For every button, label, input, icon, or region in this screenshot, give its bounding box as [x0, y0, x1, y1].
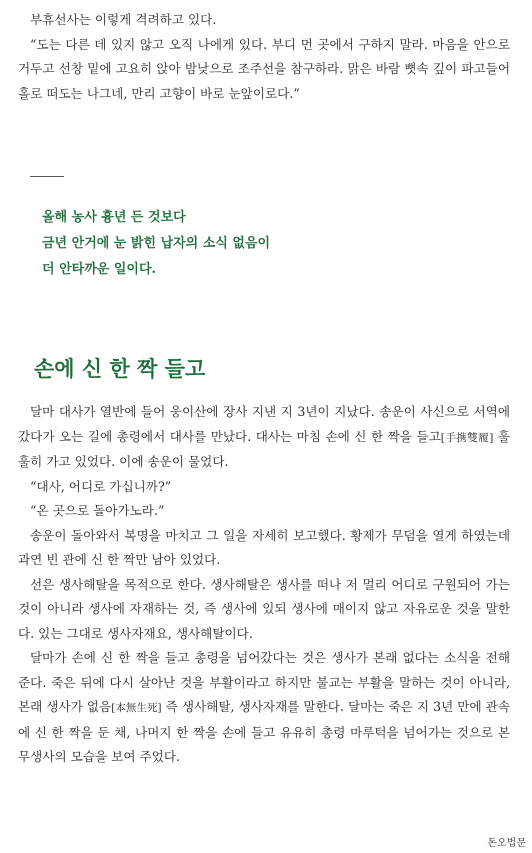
paragraph-2: 송운이 돌아와서 복명을 마치고 그 일을 자세히 보고했다. 황제가 무덤을 열게 하였는데 과연 빈 관에 신 한 짝만 남아 있었다. [18, 527, 510, 567]
paragraph-4-text-end: 즉 생사해탈, 생사자재를 말한다. 달마는 죽은 지 3년 만에 관속에 신 한 짝을 둔 채, 나머지 한 짝을 손에 들고 유유히 총령 마루턱을 넘어가는 것으로 본무생사의 모습을 보여 주었다. [18, 699, 510, 764]
poem-block [42, 205, 270, 283]
quote-paragraph: “도는 다른 데 있지 않고 오직 나에게 있다. 부디 먼 곳에서 구하지 말라. 마음을 안으로 거두고 선창 밑에 고요히 앉아 밤낮으로 조주선을 참구하라. 맑은 바람 뼛속 깊이 파고들어 홀로 떠도는 나그네, 만리 고향이 바로 눈앞이로다.” [18, 36, 510, 101]
intro-text [18, 8, 510, 106]
dialogue-question: “대사, 어디로 가십니까?” [30, 478, 172, 494]
section-title: 손에 신 한 짝 들고 [34, 356, 206, 381]
publisher-footer: 돈오법문 [487, 838, 526, 849]
hanja-annotation: [手携雙履] [440, 431, 494, 444]
paragraph-4 [18, 646, 510, 770]
paragraph-4-text: 달마가 손에 신 한 짝을 들고 총령을 넘어갔다는 것은 생사가 본래 없다는 소식을 전해 준다. 죽은 뒤에 다시 살아난 것을 부활이라고 하지만 불교는 부활을 말하는 것이 아니라, 본래 생사가 없음 [18, 650, 510, 714]
paragraph-1 [18, 400, 510, 475]
paragraph-3: 선은 생사해탈을 목적으로 한다. 생사해탈은 생사를 떠나 저 멀리 어디로 구원되어 가는 것이 아니라 생사에 자재하는 것, 즉 생사에 있되 생사에 매이지 않고 자유로운 것을 말한다. 있는 그대로 생사자재요, 생사해탈이다. [18, 576, 510, 641]
hanja-annotation: [本無生死] [111, 702, 162, 714]
paragraph-1-text: 달마 대사가 열반에 들어 웅이산에 장사 지낸 지 3년이 지났다. 송운이 사신으로 서역에 갔다가 오는 길에 총령에서 대사를 만났다. 대사는 마침 손에 신 한 짝을 들고 [18, 404, 510, 444]
divider-rule [30, 176, 64, 177]
poem-line: 올해 농사 흉년 든 것보다 [42, 210, 186, 225]
section-body [18, 400, 510, 770]
intro-sentence: 부휴선사는 이렇게 격려하고 있다. [30, 12, 217, 27]
dialogue-answer: “온 곳으로 돌아가노라.” [30, 503, 165, 518]
poem-line: 금년 안거에 눈 밝힌 납자의 소식 없음이 [42, 236, 271, 251]
poem-line: 더 안타까운 일이다. [42, 262, 157, 277]
paragraph-1-text-end: 훌훌히 가고 있었다. 이에 송운이 물었다. [18, 428, 510, 469]
